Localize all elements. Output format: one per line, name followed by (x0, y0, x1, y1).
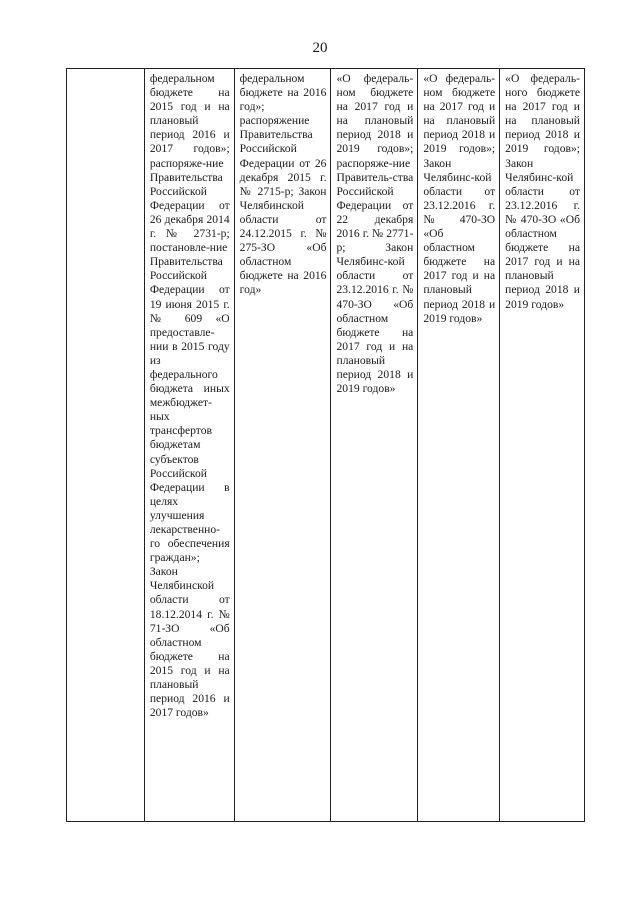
table-column-4 (418, 69, 500, 821)
table-cell-4: «О федераль-ном бюджете на 2017 год и на плановый период 2018 и 2019 годов»; Закон Челябинс-кой области от 23.12.2016 г. № 470-ЗО «Об областном бюджете на 2017 год и на плановый период 2018 и 2019 годов» (423, 72, 496, 325)
table-column-3 (331, 69, 418, 821)
table-column-1 (145, 69, 235, 821)
table-cell-5: «О федераль-ного бюджете на 2017 год и на плановый период 2018 и 2019 годов»; Закон Челябинс-кой области от 23.12.2016 г. № 470-ЗО «Об областном бюджете на 2017 год и на плановый период 2018 и 2019 годов» (505, 72, 580, 311)
table-column-2 (235, 69, 332, 821)
page-number: 20 (312, 40, 328, 56)
table-column-5 (500, 69, 585, 821)
legal-basis-table (66, 68, 585, 822)
table-cell-2: федеральном бюджете на 2016 год»; распоряжение Правительства Российской Федерации от 26 декабря 2015 г. № 2715-р; Закон Челябинской области от 24.12.2015 г. № 275-ЗО «Об областном бюджете на 2016 год» (239, 72, 327, 297)
table-column-0 (67, 69, 145, 821)
table-cell-1: федеральном бюджете на 2015 год и на плановый период 2016 и 2017 годов»; распоряже-ние Правительства Российской Федерации от 26 декабря 2014 г. № 2731-р; постановле-ние Правительства Российской Федерации от 19 июня 2015 г. № 609 «О предоставле-нии в 2015 году из федерального бюджета иных межбюджет-ных трансфертов бюджетам субъектов Российской Федерации в целях улучшения лекарственно-го обеспечения граждан»; Закон Челябинской области от 18.12.2014 г. № 71-ЗО «Об областном бюджете на 2015 год и на плановый период 2016 и 2017 годов» (149, 72, 230, 720)
table-cell-0 (67, 69, 144, 72)
table-cell-3: «О федераль-ном бюджете на 2017 год и на плановый период 2018 и 2019 годов»; распоряже-ние Правитель-ства Российской Федерации от 22 декабря 2016 г. № 2771-р; Закон Челябинс-кой области от 23.12.2016 г. № 470-ЗО «Об областном бюджете на 2017 год и на плановый период 2018 и 2019 годов» (336, 72, 414, 396)
